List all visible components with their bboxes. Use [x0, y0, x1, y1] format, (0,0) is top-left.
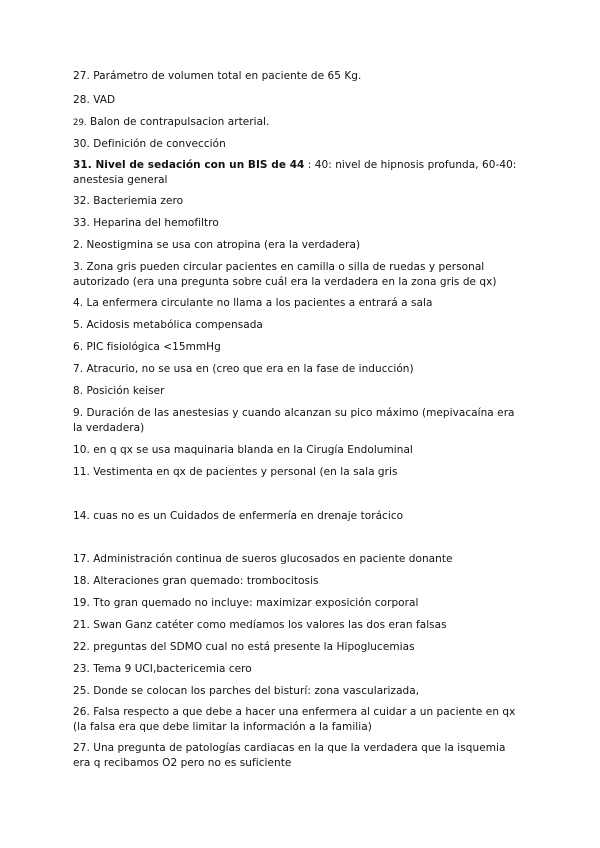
- list-item: 11. Vestimenta en qx de pacientes y personal (en la sala gris: [73, 466, 398, 478]
- list-item: 14. cuas no es un Cuidados de enfermería en drenaje torácico: [73, 510, 404, 522]
- list-item: 9. Duración de las anestesias y cuando alcanzan su pico máximo (mepivacaína era la verdadera): [73, 407, 515, 434]
- item-bold-heading: 31. Nivel de sedación con un BIS de 44: [73, 159, 305, 171]
- list-item: 2. Neostigmina se usa con atropina (era la verdadera): [73, 239, 361, 251]
- list-item: 4. La enfermera circulante no llama a los pacientes a entrará a sala: [73, 297, 433, 309]
- list-item: 28. VAD: [73, 94, 116, 106]
- list-item: 30. Definición de convección: [73, 138, 226, 150]
- list-item: 23. Tema 9 UCI,bactericemia cero: [73, 663, 252, 675]
- item-text: Balon de contrapulsacion arterial.: [86, 116, 270, 128]
- list-item: 6. PIC fisiológica <15mmHg: [73, 341, 221, 353]
- list-item: 27. Una pregunta de patologías cardiacas en la que la verdadera que la isquemia era q recibamos O2 pero no es suficiente: [73, 742, 506, 769]
- list-item: 19. Tto gran quemado no incluye: maximizar exposición corporal: [73, 597, 419, 609]
- list-item: 33. Heparina del hemofiltro: [73, 217, 219, 229]
- list-item: 10. en q qx se usa maquinaria blanda en la Cirugía Endoluminal: [73, 444, 413, 456]
- list-item: 5. Acidosis metabólica compensada: [73, 319, 263, 331]
- list-item: 22. preguntas del SDMO cual no está presente la Hipoglucemias: [73, 641, 415, 653]
- list-item: [73, 158, 523, 188]
- item-text: : 40: nivel de hipnosis profunda, 60-40: anestesia general: [73, 159, 517, 186]
- list-item: 7. Atracurio, no se usa en (creo que era en la fase de inducción): [73, 363, 414, 375]
- item-number: 29.: [73, 118, 87, 128]
- list-item: 25. Donde se colocan los parches del bisturí: zona vascularizada,: [73, 685, 420, 697]
- list-item: 26. Falsa respecto a que debe a hacer una enfermera al cuidar a un paciente en qx (la falsa era que debe limitar la información a la familia): [73, 706, 516, 733]
- list-item: 27. Parámetro de volumen total en paciente de 65 Kg.: [73, 70, 362, 82]
- list-item: 8. Posición keiser: [73, 385, 165, 397]
- list-item: 17. Administración continua de sueros glucosados en paciente donante: [73, 553, 453, 565]
- list-item: 18. Alteraciones gran quemado: trombocitosis: [73, 575, 319, 587]
- list-item: 32. Bacteriemia zero: [73, 195, 184, 207]
- list-item: [73, 115, 523, 131]
- list-item: 21. Swan Ganz catéter como medíamos los valores las dos eran falsas: [73, 619, 447, 631]
- list-item: 3. Zona gris pueden circular pacientes en camilla o silla de ruedas y personal autorizado (era una pregunta sobre cuál era la verdadera en la zona gris de qx): [73, 261, 497, 288]
